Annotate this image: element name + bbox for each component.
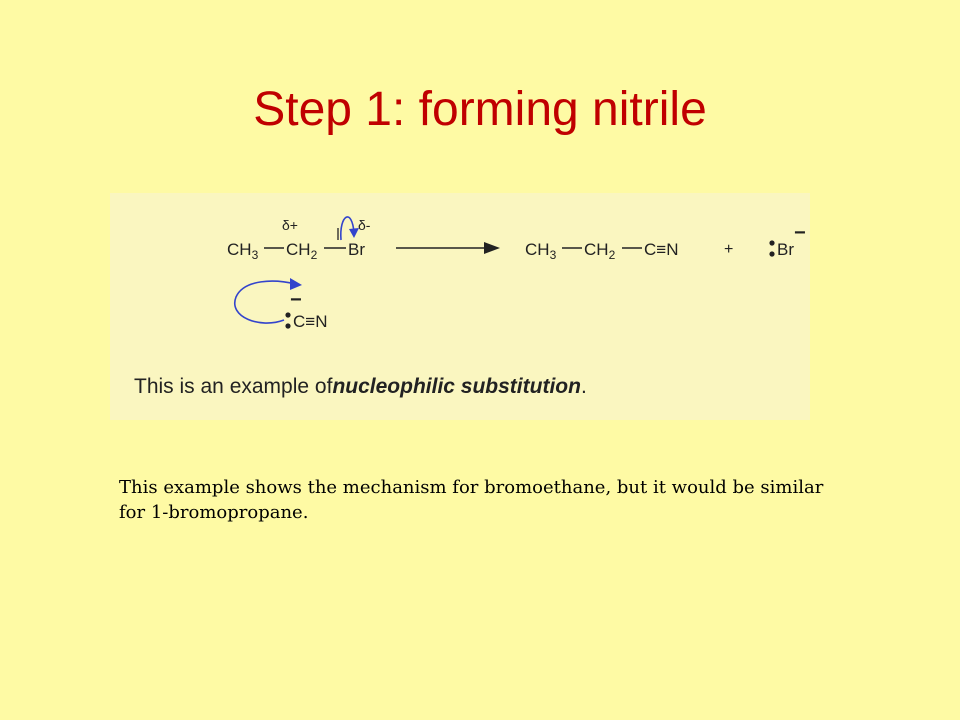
statement-plain: This is an example of — [134, 375, 333, 398]
slide-caption: This example shows the mechanism for bromoethane, but it would be similar for 1-bromopropane. — [119, 477, 824, 523]
mechanism-statement — [134, 375, 587, 398]
curly-arrow-head-1 — [349, 228, 359, 238]
product-cn: C≡N — [644, 240, 679, 259]
reaction-arrow-head — [484, 242, 500, 254]
reactant-ch2: $CH_2$ — [286, 240, 318, 262]
cyanide-label: C≡N — [293, 312, 328, 331]
delta-minus-label: δ- — [358, 217, 371, 233]
cyanide-charge: − — [290, 289, 302, 311]
bromide-lone-pair-dot-1 — [769, 240, 774, 245]
curly-arrow-bond-to-br — [341, 217, 354, 240]
product-ch3: $CH_3$ — [525, 240, 557, 262]
mechanism-image — [110, 193, 810, 420]
reactant-ch3: $CH_3$ — [227, 240, 259, 262]
cyanide-lone-pair-dot-2 — [285, 323, 290, 328]
plus-sign: + — [724, 241, 734, 258]
bromide-label: Br — [777, 240, 794, 259]
reactant-br: Br — [348, 240, 365, 259]
bromide-charge: − — [794, 222, 806, 244]
delta-plus-label: δ+ — [282, 217, 298, 233]
mechanism-diagram — [110, 193, 810, 420]
curly-arrow-nucleophile — [235, 281, 295, 323]
product-ch2: $CH_2$ — [584, 240, 616, 262]
cyanide-lone-pair-dot-1 — [285, 312, 290, 317]
statement-end: . — [580, 375, 587, 398]
bromide-lone-pair-dot-2 — [769, 251, 774, 256]
statement-bold: nucleophilic substitution — [332, 375, 581, 398]
slide-title: Step 1: forming nitrile — [253, 83, 707, 136]
